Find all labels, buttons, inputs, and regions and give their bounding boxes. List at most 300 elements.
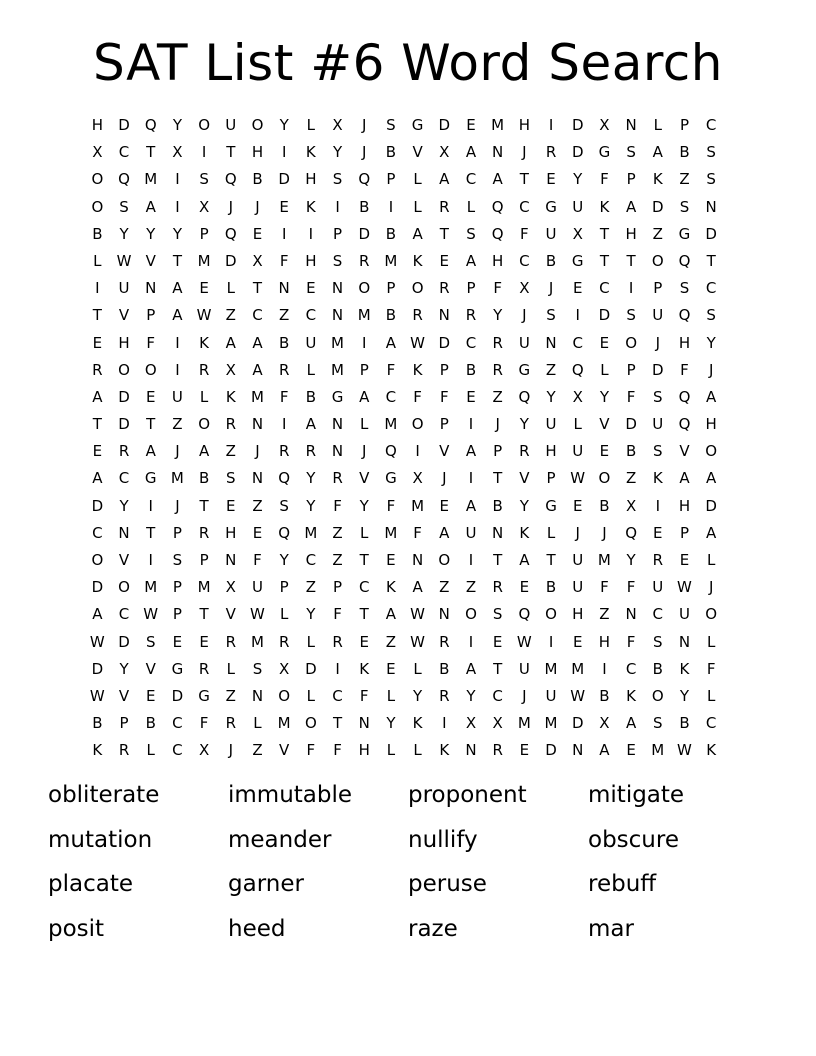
- grid-letter: B: [385, 224, 397, 243]
- grid-letter: C: [465, 333, 477, 352]
- grid-letter: V: [118, 686, 130, 705]
- grid-letter: S: [226, 469, 236, 488]
- grid-letter: W: [570, 469, 586, 488]
- grid-letter: L: [466, 197, 476, 216]
- grid-letter: Y: [359, 496, 369, 515]
- grid-letter: T: [359, 551, 369, 569]
- grid-letter: U: [652, 306, 664, 325]
- grid-letter: H: [545, 442, 557, 461]
- grid-letter: M: [384, 415, 398, 434]
- grid-letter: U: [251, 578, 263, 597]
- grid-letter: R: [439, 279, 450, 298]
- grid-letter: I: [468, 632, 474, 651]
- grid-letter: T: [706, 251, 716, 270]
- grid-letter: V: [145, 659, 156, 678]
- grid-letter: Q: [491, 224, 504, 243]
- grid-letter: E: [199, 632, 209, 651]
- grid-letter: J: [522, 306, 527, 325]
- grid-letter: I: [628, 279, 634, 298]
- grid-letter: C: [519, 197, 530, 216]
- grid-letter: U: [572, 197, 584, 216]
- grid-letter: H: [118, 333, 130, 352]
- grid-letter: R: [465, 306, 477, 325]
- grid-letter: M: [384, 523, 398, 542]
- grid-letter: G: [545, 197, 557, 216]
- letter-grid: [84, 112, 725, 765]
- grid-letter: D: [305, 659, 317, 678]
- grid-letter: P: [466, 279, 476, 298]
- grid-letter: X: [225, 578, 236, 597]
- grid-letter: A: [439, 170, 450, 189]
- grid-letter: M: [544, 659, 558, 678]
- grid-letter: D: [91, 578, 104, 597]
- grid-letter: E: [172, 632, 183, 651]
- grid-letter: C: [705, 116, 717, 134]
- grid-letter: U: [518, 659, 530, 678]
- grid-letter: O: [144, 360, 157, 379]
- grid-letter: D: [705, 224, 717, 243]
- grid-letter: M: [331, 333, 344, 352]
- grid-letter: S: [653, 714, 663, 733]
- grid-letter: T: [626, 251, 636, 270]
- grid-letter: K: [385, 578, 396, 597]
- grid-letter: H: [678, 333, 691, 352]
- grid-letter: I: [308, 224, 314, 243]
- grid-letter: O: [118, 578, 130, 597]
- grid-letter: I: [548, 632, 554, 651]
- grid-letter: B: [652, 659, 663, 678]
- grid-letter: J: [522, 686, 527, 705]
- grid-letter: L: [253, 714, 262, 733]
- grid-letter: H: [678, 496, 691, 515]
- grid-letter: P: [653, 279, 663, 298]
- grid-letter: A: [465, 251, 477, 270]
- grid-letter: P: [439, 415, 449, 434]
- grid-letter: L: [306, 360, 316, 379]
- grid-letter: F: [706, 659, 716, 678]
- grid-letter: U: [118, 279, 130, 298]
- grid-letter: Y: [306, 605, 316, 624]
- word-list-item: mitigate: [588, 782, 685, 808]
- grid-letter: A: [706, 387, 717, 406]
- grid-letter: I: [175, 170, 180, 189]
- word-list-item: nullify: [408, 826, 478, 853]
- grid-letter: S: [279, 496, 289, 515]
- grid-letter: D: [571, 714, 584, 733]
- grid-letter: H: [598, 632, 611, 651]
- grid-letter: E: [226, 496, 236, 515]
- grid-letter: I: [335, 659, 340, 678]
- grid-letter: O: [411, 415, 424, 434]
- grid-letter: Q: [625, 523, 637, 542]
- grid-letter: J: [362, 442, 367, 461]
- grid-letter: E: [572, 279, 583, 298]
- grid-letter: M: [197, 578, 211, 597]
- grid-letter: C: [705, 279, 717, 298]
- grid-letter: M: [170, 469, 184, 488]
- grid-letter: T: [359, 605, 369, 624]
- grid-letter: Q: [118, 170, 130, 189]
- grid-letter: F: [333, 741, 342, 760]
- grid-letter: F: [626, 632, 636, 651]
- grid-letter: G: [598, 143, 611, 162]
- grid-letter: I: [148, 496, 153, 515]
- grid-letter: D: [118, 116, 130, 134]
- grid-letter: E: [386, 551, 396, 569]
- grid-letter: X: [279, 659, 290, 678]
- grid-letter: F: [306, 741, 316, 760]
- grid-letter: J: [548, 279, 554, 298]
- grid-letter: F: [386, 496, 396, 515]
- grid-letter: C: [305, 306, 317, 325]
- grid-letter: X: [439, 143, 450, 162]
- grid-letter: M: [597, 551, 611, 569]
- grid-letter: B: [679, 143, 690, 162]
- grid-letter: F: [520, 224, 529, 243]
- grid-letter: C: [572, 333, 583, 352]
- grid-letter: N: [572, 741, 584, 760]
- grid-letter: Z: [652, 224, 663, 243]
- grid-letter: R: [118, 442, 130, 461]
- grid-letter: K: [626, 686, 637, 705]
- grid-letter: R: [332, 632, 343, 651]
- grid-letter: I: [281, 224, 287, 243]
- grid-letter: L: [306, 632, 316, 651]
- grid-letter: A: [625, 197, 637, 216]
- grid-letter: C: [599, 279, 610, 298]
- grid-letter: J: [175, 496, 180, 515]
- word-list-item: rebuff: [588, 871, 657, 897]
- grid-letter: Y: [119, 659, 129, 678]
- grid-letter: O: [465, 605, 477, 624]
- grid-letter: A: [385, 333, 397, 352]
- word-list-item: mutation: [48, 826, 153, 853]
- grid-letter: A: [439, 523, 450, 542]
- grid-letter: P: [546, 469, 556, 488]
- word-list-item: placate: [48, 871, 133, 897]
- grid-letter: R: [225, 415, 236, 434]
- grid-letter: K: [412, 360, 423, 379]
- grid-letter: M: [144, 170, 158, 189]
- grid-letter: A: [679, 469, 690, 488]
- grid-letter: K: [412, 251, 423, 270]
- grid-letter: R: [439, 197, 450, 216]
- grid-letter: S: [626, 143, 636, 162]
- grid-letter: S: [332, 251, 343, 270]
- grid-letter: J: [495, 415, 500, 434]
- grid-letter: T: [92, 306, 102, 325]
- grid-letter: A: [465, 442, 477, 461]
- grid-letter: F: [333, 496, 342, 515]
- grid-letter: Q: [491, 197, 504, 216]
- grid-letter: N: [438, 605, 450, 624]
- grid-letter: L: [413, 741, 422, 760]
- grid-letter: V: [145, 251, 156, 270]
- grid-letter: O: [198, 116, 210, 134]
- grid-letter: F: [279, 251, 289, 270]
- grid-letter: B: [145, 714, 156, 733]
- grid-letter: S: [706, 306, 716, 325]
- grid-letter: P: [279, 578, 289, 597]
- grid-letter: G: [171, 659, 184, 678]
- grid-letter: R: [492, 578, 503, 597]
- grid-letter: E: [599, 442, 610, 461]
- grid-letter: J: [255, 197, 260, 216]
- grid-letter: C: [118, 469, 130, 488]
- grid-letter: G: [144, 469, 157, 488]
- grid-letter: M: [357, 306, 371, 325]
- grid-letter: W: [196, 306, 212, 325]
- grid-letter: F: [439, 387, 449, 406]
- word-list-item: heed: [228, 915, 286, 942]
- grid-letter: C: [172, 741, 183, 760]
- grid-letter: K: [225, 387, 236, 406]
- grid-letter: O: [651, 686, 664, 705]
- grid-letter: E: [519, 741, 530, 760]
- grid-letter: Y: [119, 224, 129, 243]
- grid-letter: H: [225, 523, 237, 542]
- grid-letter: L: [93, 251, 102, 270]
- grid-letter: B: [465, 360, 477, 379]
- grid-letter: M: [491, 116, 505, 134]
- grid-letter: I: [415, 442, 420, 461]
- grid-letter: F: [600, 578, 609, 597]
- grid-letter: C: [118, 605, 130, 624]
- grid-letter: T: [146, 143, 156, 162]
- grid-letter: D: [652, 360, 664, 379]
- grid-letter: P: [172, 605, 182, 624]
- grid-letter: H: [251, 143, 264, 162]
- grid-letter: J: [228, 197, 233, 216]
- grid-letter: L: [573, 415, 582, 434]
- grid-letter: L: [306, 686, 316, 705]
- grid-letter: N: [331, 279, 344, 298]
- grid-letter: T: [493, 659, 503, 678]
- grid-letter: N: [225, 551, 237, 569]
- grid-letter: E: [145, 686, 156, 705]
- grid-letter: N: [251, 686, 264, 705]
- grid-letter: S: [626, 306, 636, 325]
- grid-letter: G: [198, 686, 210, 705]
- grid-letter: P: [172, 578, 182, 597]
- grid-letter: A: [412, 578, 423, 597]
- grid-letter: E: [519, 578, 530, 597]
- grid-letter: E: [466, 387, 476, 406]
- grid-letter: B: [599, 496, 610, 515]
- grid-letter: A: [519, 551, 530, 569]
- grid-letter: B: [198, 469, 210, 488]
- grid-letter: R: [492, 333, 503, 352]
- grid-letter: A: [706, 523, 717, 542]
- grid-letter: R: [278, 360, 290, 379]
- grid-letter: E: [386, 659, 396, 678]
- grid-letter: T: [599, 251, 609, 270]
- grid-letter: B: [305, 387, 316, 406]
- grid-letter: X: [599, 714, 610, 733]
- grid-letter: I: [362, 333, 367, 352]
- grid-letter: S: [653, 387, 663, 406]
- grid-letter: M: [197, 251, 211, 270]
- grid-letter: L: [360, 415, 369, 434]
- grid-letter: X: [172, 143, 183, 162]
- grid-letter: D: [91, 659, 104, 678]
- grid-letter: W: [677, 741, 692, 760]
- grid-letter: J: [655, 333, 660, 352]
- grid-letter: R: [652, 551, 663, 569]
- grid-letter: U: [572, 442, 584, 461]
- grid-letter: A: [412, 224, 423, 243]
- grid-letter: H: [518, 116, 530, 134]
- grid-letter: Y: [413, 686, 423, 705]
- grid-letter: A: [92, 469, 103, 488]
- grid-letter: U: [305, 333, 317, 352]
- grid-letter: K: [199, 333, 210, 352]
- grid-letter: T: [439, 224, 449, 243]
- grid-letter: Z: [679, 170, 690, 189]
- grid-letter: D: [545, 741, 557, 760]
- grid-letter: C: [625, 659, 637, 678]
- grid-letter: P: [359, 360, 369, 379]
- grid-letter: R: [198, 659, 210, 678]
- grid-letter: M: [250, 632, 264, 651]
- grid-letter: S: [706, 143, 716, 162]
- grid-letter: U: [545, 415, 557, 434]
- grid-letter: Y: [279, 551, 289, 569]
- grid-letter: Y: [679, 686, 690, 705]
- grid-letter: D: [598, 306, 611, 325]
- grid-letter: U: [545, 686, 557, 705]
- grid-letter: I: [388, 197, 394, 216]
- grid-letter: R: [225, 632, 236, 651]
- grid-letter: C: [705, 714, 717, 733]
- grid-letter: Y: [332, 143, 343, 162]
- grid-letter: L: [226, 659, 235, 678]
- grid-letter: I: [175, 360, 180, 379]
- grid-letter: T: [493, 551, 503, 569]
- grid-letter: P: [493, 442, 503, 461]
- grid-letter: W: [89, 632, 105, 651]
- grid-letter: K: [305, 143, 316, 162]
- grid-letter: X: [225, 360, 236, 379]
- grid-letter: L: [279, 605, 289, 624]
- grid-letter: R: [492, 360, 503, 379]
- grid-letter: M: [651, 741, 665, 760]
- grid-letter: Z: [385, 632, 397, 651]
- grid-letter: K: [599, 197, 610, 216]
- grid-letter: T: [599, 224, 609, 243]
- grid-letter: A: [252, 360, 263, 379]
- grid-letter: Y: [386, 714, 396, 733]
- grid-letter: X: [198, 741, 210, 760]
- grid-letter: K: [652, 170, 663, 189]
- grid-letter: L: [306, 116, 316, 134]
- grid-letter: L: [386, 686, 396, 705]
- grid-letter: Q: [678, 387, 691, 406]
- grid-letter: U: [652, 578, 664, 597]
- grid-letter: S: [172, 551, 183, 569]
- grid-letter: L: [706, 551, 716, 569]
- grid-letter: E: [653, 523, 663, 542]
- grid-letter: K: [305, 197, 316, 216]
- grid-letter: L: [546, 523, 556, 542]
- grid-letter: M: [571, 659, 585, 678]
- grid-letter: E: [626, 741, 636, 760]
- grid-letter: B: [545, 251, 557, 270]
- grid-letter: W: [570, 686, 586, 705]
- grid-letter: C: [492, 686, 503, 705]
- grid-letter: L: [413, 197, 422, 216]
- grid-letter: N: [145, 279, 157, 298]
- grid-letter: L: [413, 170, 422, 189]
- grid-letter: A: [599, 741, 610, 760]
- grid-letter: D: [358, 224, 370, 243]
- grid-letter: N: [465, 741, 477, 760]
- grid-letter: Q: [358, 170, 371, 189]
- grid-letter: D: [652, 197, 664, 216]
- grid-letter: G: [571, 251, 584, 270]
- grid-letter: C: [252, 306, 263, 325]
- grid-letter: E: [439, 496, 450, 515]
- grid-letter: C: [92, 523, 103, 542]
- grid-letter: J: [362, 116, 367, 134]
- grid-letter: D: [118, 632, 130, 651]
- grid-letter: O: [91, 170, 104, 189]
- grid-letter: P: [333, 578, 343, 597]
- grid-letter: B: [625, 442, 637, 461]
- grid-letter: Z: [545, 360, 557, 379]
- grid-letter: X: [332, 116, 343, 134]
- grid-letter: T: [172, 251, 182, 270]
- grid-letter: F: [146, 333, 156, 352]
- grid-letter: Z: [279, 306, 290, 325]
- grid-letter: A: [92, 605, 103, 624]
- grid-letter: Z: [252, 741, 263, 760]
- grid-letter: S: [653, 632, 663, 651]
- grid-letter: Y: [546, 387, 556, 406]
- grid-letter: J: [362, 143, 367, 162]
- grid-letter: G: [678, 224, 691, 243]
- grid-letter: P: [199, 551, 209, 569]
- grid-letter: F: [626, 578, 636, 597]
- grid-letter: T: [226, 143, 236, 162]
- grid-letter: A: [92, 387, 103, 406]
- grid-letter: U: [652, 415, 664, 434]
- grid-letter: O: [438, 551, 451, 569]
- grid-letter: W: [116, 251, 132, 270]
- grid-letter: P: [333, 224, 343, 243]
- grid-letter: L: [386, 741, 396, 760]
- grid-letter: V: [359, 469, 370, 488]
- grid-letter: S: [386, 116, 396, 134]
- grid-letter: F: [413, 523, 422, 542]
- grid-letter: B: [545, 578, 557, 597]
- grid-letter: F: [413, 387, 422, 406]
- grid-letter: J: [228, 741, 233, 760]
- grid-letter: O: [705, 442, 718, 461]
- grid-letter: R: [198, 523, 210, 542]
- grid-letter: S: [199, 170, 209, 189]
- grid-letter: P: [119, 714, 129, 733]
- grid-letter: M: [277, 714, 291, 733]
- grid-letter: J: [442, 469, 447, 488]
- grid-letter: L: [653, 116, 662, 134]
- grid-letter: W: [410, 605, 426, 624]
- grid-letter: I: [575, 306, 580, 325]
- grid-letter: K: [679, 659, 690, 678]
- grid-letter: T: [332, 714, 343, 733]
- grid-letter: L: [413, 659, 422, 678]
- grid-letter: S: [332, 170, 343, 189]
